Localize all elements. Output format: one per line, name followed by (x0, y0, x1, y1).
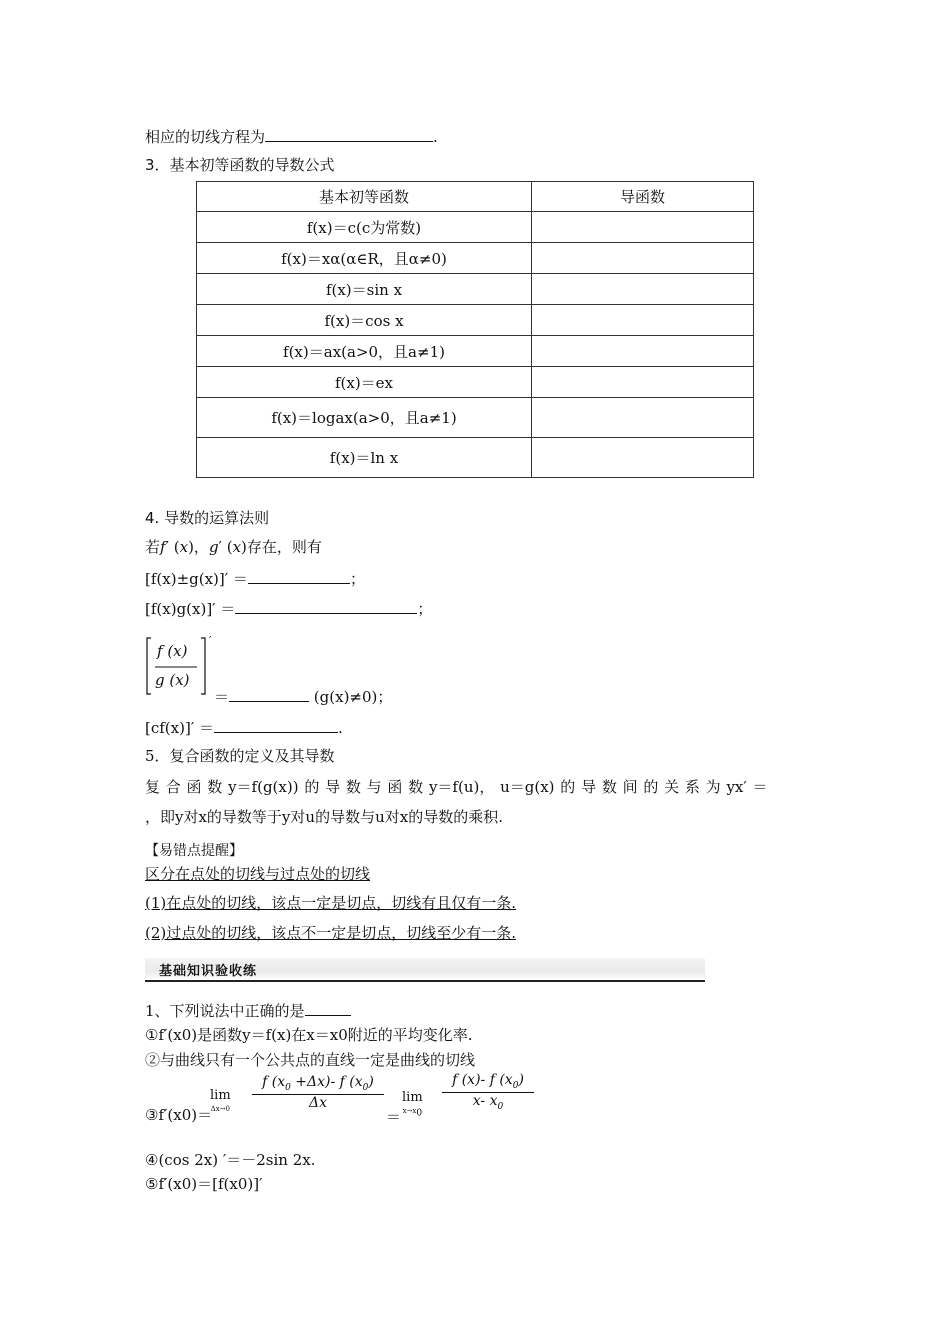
function-text: f(x)＝logax(a>0，且a≠1) (271, 409, 457, 427)
table-header-function: 基本初等函数 (197, 182, 532, 212)
period: . (338, 719, 343, 737)
tips-item-1: (1)在点处的切线，该点一定是切点，切线有且仅有一条. (145, 894, 517, 912)
rule-quotient-blank[interactable] (229, 686, 309, 702)
tangent-line-blank[interactable] (265, 126, 433, 142)
rule-quotient-fraction: ′ f (x) g (x) (145, 636, 207, 696)
function-text: f(x)＝cos x (324, 311, 404, 330)
premise-text: 若 (145, 538, 161, 556)
function-text: f(x)＝ax(a>0，且a≠1) (283, 342, 445, 361)
rule-sum-blank[interactable] (248, 568, 350, 584)
function-cell (197, 367, 532, 398)
rule-sum (145, 568, 365, 589)
table-row (197, 305, 754, 336)
function-cell (197, 336, 532, 367)
banner-title: 基础知识验收练 (159, 964, 258, 979)
composite-relation-line1: 复 合 函 数 y＝f(g(x)) 的 导 数 与 函 数 y＝f(u)， u＝g(x) 的 导 数 间 的 关 系 为 yx′ ＝ (145, 778, 768, 796)
option-4: ④(cos 2x) ′＝－2sin 2x. (145, 1151, 316, 1169)
rule-const (145, 717, 343, 738)
derivative-answer-cell[interactable] (532, 438, 754, 478)
option-1: ①f′(x0)是函数y＝f(x)在x＝x0附近的平均变化率. (145, 1026, 473, 1044)
table-row (197, 336, 754, 367)
derivative-answer-cell[interactable] (532, 274, 754, 305)
function-cell (197, 212, 532, 243)
function-text: f(x)＝ex (334, 373, 394, 392)
table-row (197, 212, 754, 243)
question-1 (145, 1000, 351, 1021)
function-text: f(x)＝ln x (329, 449, 399, 467)
section-3-heading: 3．基本初等函数的导数公式 (145, 156, 335, 174)
derivative-answer-cell[interactable] (532, 398, 754, 438)
function-cell (197, 398, 532, 438)
semicolon: ； (349, 570, 365, 588)
rule-const-text: [cf(x)]′ ＝ (145, 719, 214, 737)
derivative-answer-cell[interactable] (532, 305, 754, 336)
premise-text-2: 存在，则有 (246, 538, 322, 556)
question-text: 1、下列说法中正确的是 (145, 1002, 305, 1020)
table-header-row (197, 182, 754, 212)
table-header-derivative: 导函数 (532, 182, 754, 212)
tangent-line-prompt (145, 126, 438, 147)
rule-quotient-condition: (g(x)≠0)； (313, 688, 393, 706)
section-5-heading: 5．复合函数的定义及其导数 (145, 747, 335, 765)
function-text: f(x)＝c(c为常数) (306, 218, 422, 237)
rule-const-blank[interactable] (214, 717, 338, 733)
question-1-blank[interactable] (305, 1000, 351, 1016)
table-row (197, 398, 754, 438)
tips-item-2: (2)过点处的切线，该点不一定是切点，切线至少有一条. (145, 924, 517, 942)
function-text: f(x)＝sin x (325, 280, 403, 299)
table-row (197, 438, 754, 478)
limit-x-to-x0: lim $x\to x_0$ (402, 1090, 423, 1119)
svg-text:′: ′ (209, 636, 212, 647)
function-cell (197, 438, 532, 478)
option-5: ⑤f′(x0)＝[f(x0)]′ (145, 1175, 263, 1193)
derivative-answer-cell[interactable] (532, 243, 754, 274)
composite-relation-line2: ，即y对x的导数等于y对u的导数与u对x的导数的乘积. (145, 808, 503, 826)
function-cell (197, 305, 532, 336)
limit-delta-x: lim Δx→0 (210, 1088, 231, 1113)
option-3-formula: lim Δx→0 f $(x_0 +\Delta x)-$ f $(x_0)$ Δx ＝ lim $x\to x_0$ f (x)- f $(x_0)$ x- $x_0$ (210, 1070, 540, 1130)
rule-premise: 若f′ (x)，g′ (x)存在，则有 (145, 538, 322, 556)
function-text: f(x)＝xα(α∈R，且α≠0) (281, 249, 447, 268)
period: . (433, 128, 438, 146)
rule-quotient: ＝ (g(x)≠0)； (214, 688, 393, 706)
rule-product-blank[interactable] (235, 598, 417, 614)
tangent-line-text: 相应的切线方程为 (145, 128, 266, 146)
table-row (197, 274, 754, 305)
derivative-answer-cell[interactable] (532, 367, 754, 398)
rule-product-text: [f(x)g(x)]′ ＝ (145, 600, 236, 618)
section-4-heading: 4. 导数的运算法则 (145, 509, 270, 527)
derivative-answer-cell[interactable] (532, 336, 754, 367)
derivative-formula-table (196, 181, 754, 478)
function-cell (197, 243, 532, 274)
tips-subtitle: 区分在点处的切线与过点处的切线 (145, 865, 371, 883)
function-cell (197, 274, 532, 305)
rule-sum-text: [f(x)±g(x)]′ ＝ (145, 570, 248, 588)
tips-title: 【易错点提醒】 (145, 843, 243, 859)
table-row (197, 367, 754, 398)
secant-quotient: f (x)- f $(x_0)$ x- $x_0$ (442, 1072, 534, 1112)
difference-quotient: f $(x_0 +\Delta x)-$ f $(x_0)$ Δx (252, 1074, 384, 1111)
derivative-answer-cell[interactable] (532, 212, 754, 243)
rule-product (145, 598, 432, 619)
section-banner (145, 958, 705, 982)
semicolon: ； (417, 600, 433, 618)
table-row (197, 243, 754, 274)
option-2: ②与曲线只有一个公共点的直线一定是曲线的切线 (145, 1051, 476, 1069)
option-3-prefix: ③f′(x0)＝ (145, 1106, 213, 1124)
